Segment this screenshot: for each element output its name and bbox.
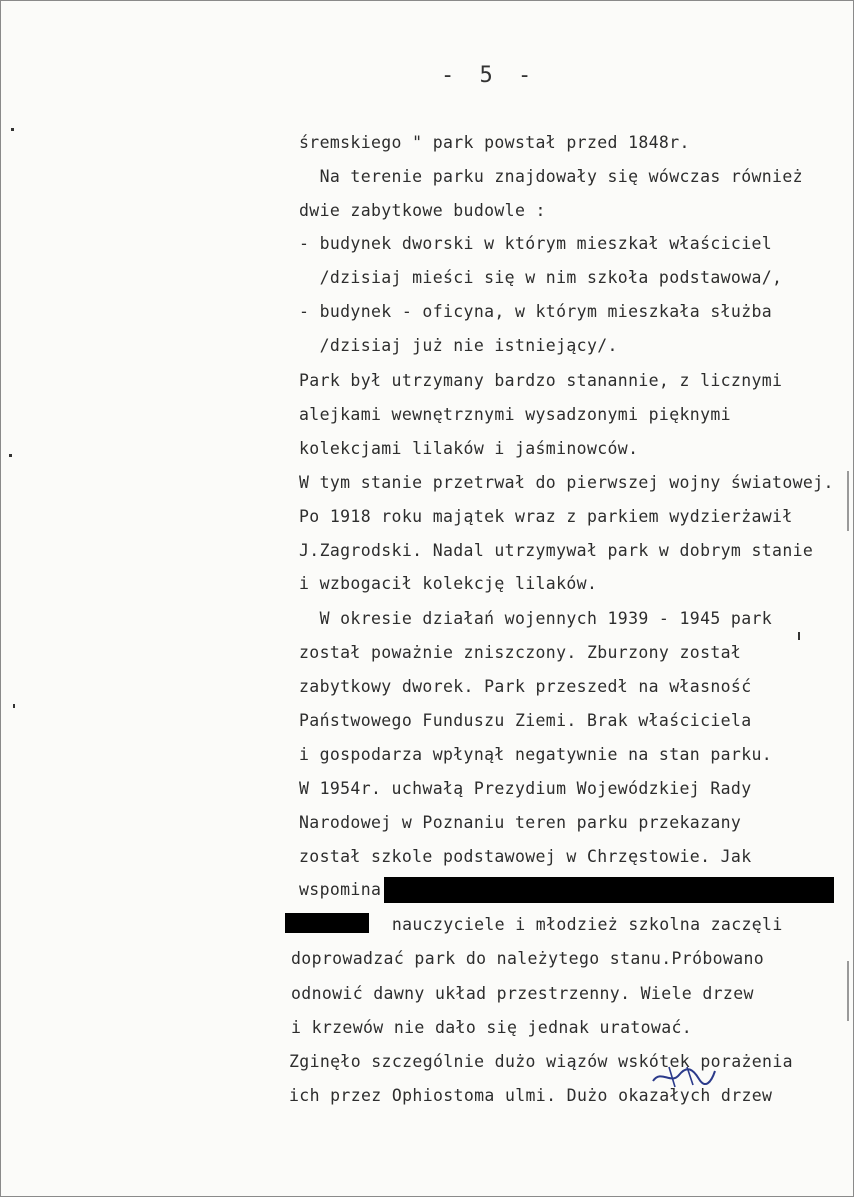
text-line: Zginęło szczególnie dużo wiązów wskótek porażenia — [289, 1052, 793, 1071]
text-line: Po 1918 roku majątek wraz z parkiem wydzierżawił — [299, 507, 793, 526]
text-line: ich przez Ophiostoma ulmi. Dużo okazałych drzew — [289, 1086, 773, 1105]
margin-speck — [9, 454, 12, 457]
page-edge-line — [847, 961, 849, 1021]
text-line: Państwowego Funduszu Ziemi. Brak właściciela — [299, 711, 752, 730]
text-line: /dzisiaj już nie istniejący/. — [299, 336, 618, 355]
text-line: alejkami wewnętrznymi wysadzonymi pięknymi — [299, 405, 731, 424]
text-line: kolekcjami lilaków i jaśminowców. — [299, 439, 639, 458]
text-line: - budynek - oficyna, w którym mieszkała służba — [299, 302, 773, 321]
text-line: W tym stanie przetrwał do pierwszej wojny światowej. — [299, 473, 834, 492]
handwritten-correction — [649, 1063, 719, 1089]
text-line: i krzewów nie dało się jednak uratować. — [291, 1018, 693, 1037]
text-line: doprowadzać park do należytego stanu.Próbowano — [291, 949, 765, 968]
text-line: Narodowej w Poznaniu teren parku przekazany — [299, 813, 742, 832]
text-line: odnowić dawny układ przestrzenny. Wiele drzew — [291, 984, 754, 1003]
page-edge-line — [847, 471, 849, 531]
text-line: /dzisiaj mieści się w nim szkoła podstawowa/, — [299, 268, 783, 287]
text-line: Park był utrzymany bardzo stanannie, z licznymi — [299, 371, 783, 390]
text-line: wspomina — [299, 880, 382, 899]
text-line: W okresie działań wojennych 1939 - 1945 park — [299, 609, 773, 628]
text-line: W 1954r. uchwałą Prezydium Wojewódzkiej Rady — [299, 779, 752, 798]
text-line: i wzbogacił kolekcję lilaków. — [299, 574, 598, 593]
text-line: Na terenie parku znajdowały się wówczas również — [299, 167, 803, 186]
redaction-bar — [384, 877, 834, 903]
page-number: - 5 - — [441, 63, 538, 88]
text-line: został poważnie zniszczony. Zburzony został — [299, 643, 742, 662]
text-line: śremskiego " park powstał przed 1848r. — [299, 133, 690, 152]
text-line: i gospodarza wpłynął negatywnie na stan parku. — [299, 745, 773, 764]
margin-speck — [13, 704, 15, 708]
text-line: został szkole podstawowej w Chrzęstowie. Jak — [299, 847, 752, 866]
text-line: dwie zabytkowe budowle : — [299, 201, 546, 220]
margin-speck — [11, 128, 14, 131]
text-line: - budynek dworski w którym mieszkał właściciel — [299, 234, 773, 253]
text-line: nauczyciele i młodzież szkolna zaczęli — [289, 915, 783, 934]
text-line: zabytkowy dworek. Park przeszedł na własność — [299, 677, 752, 696]
margin-speck — [798, 632, 800, 640]
text-line: J.Zagrodski. Nadal utrzymywał park w dobrym stanie — [299, 541, 814, 560]
